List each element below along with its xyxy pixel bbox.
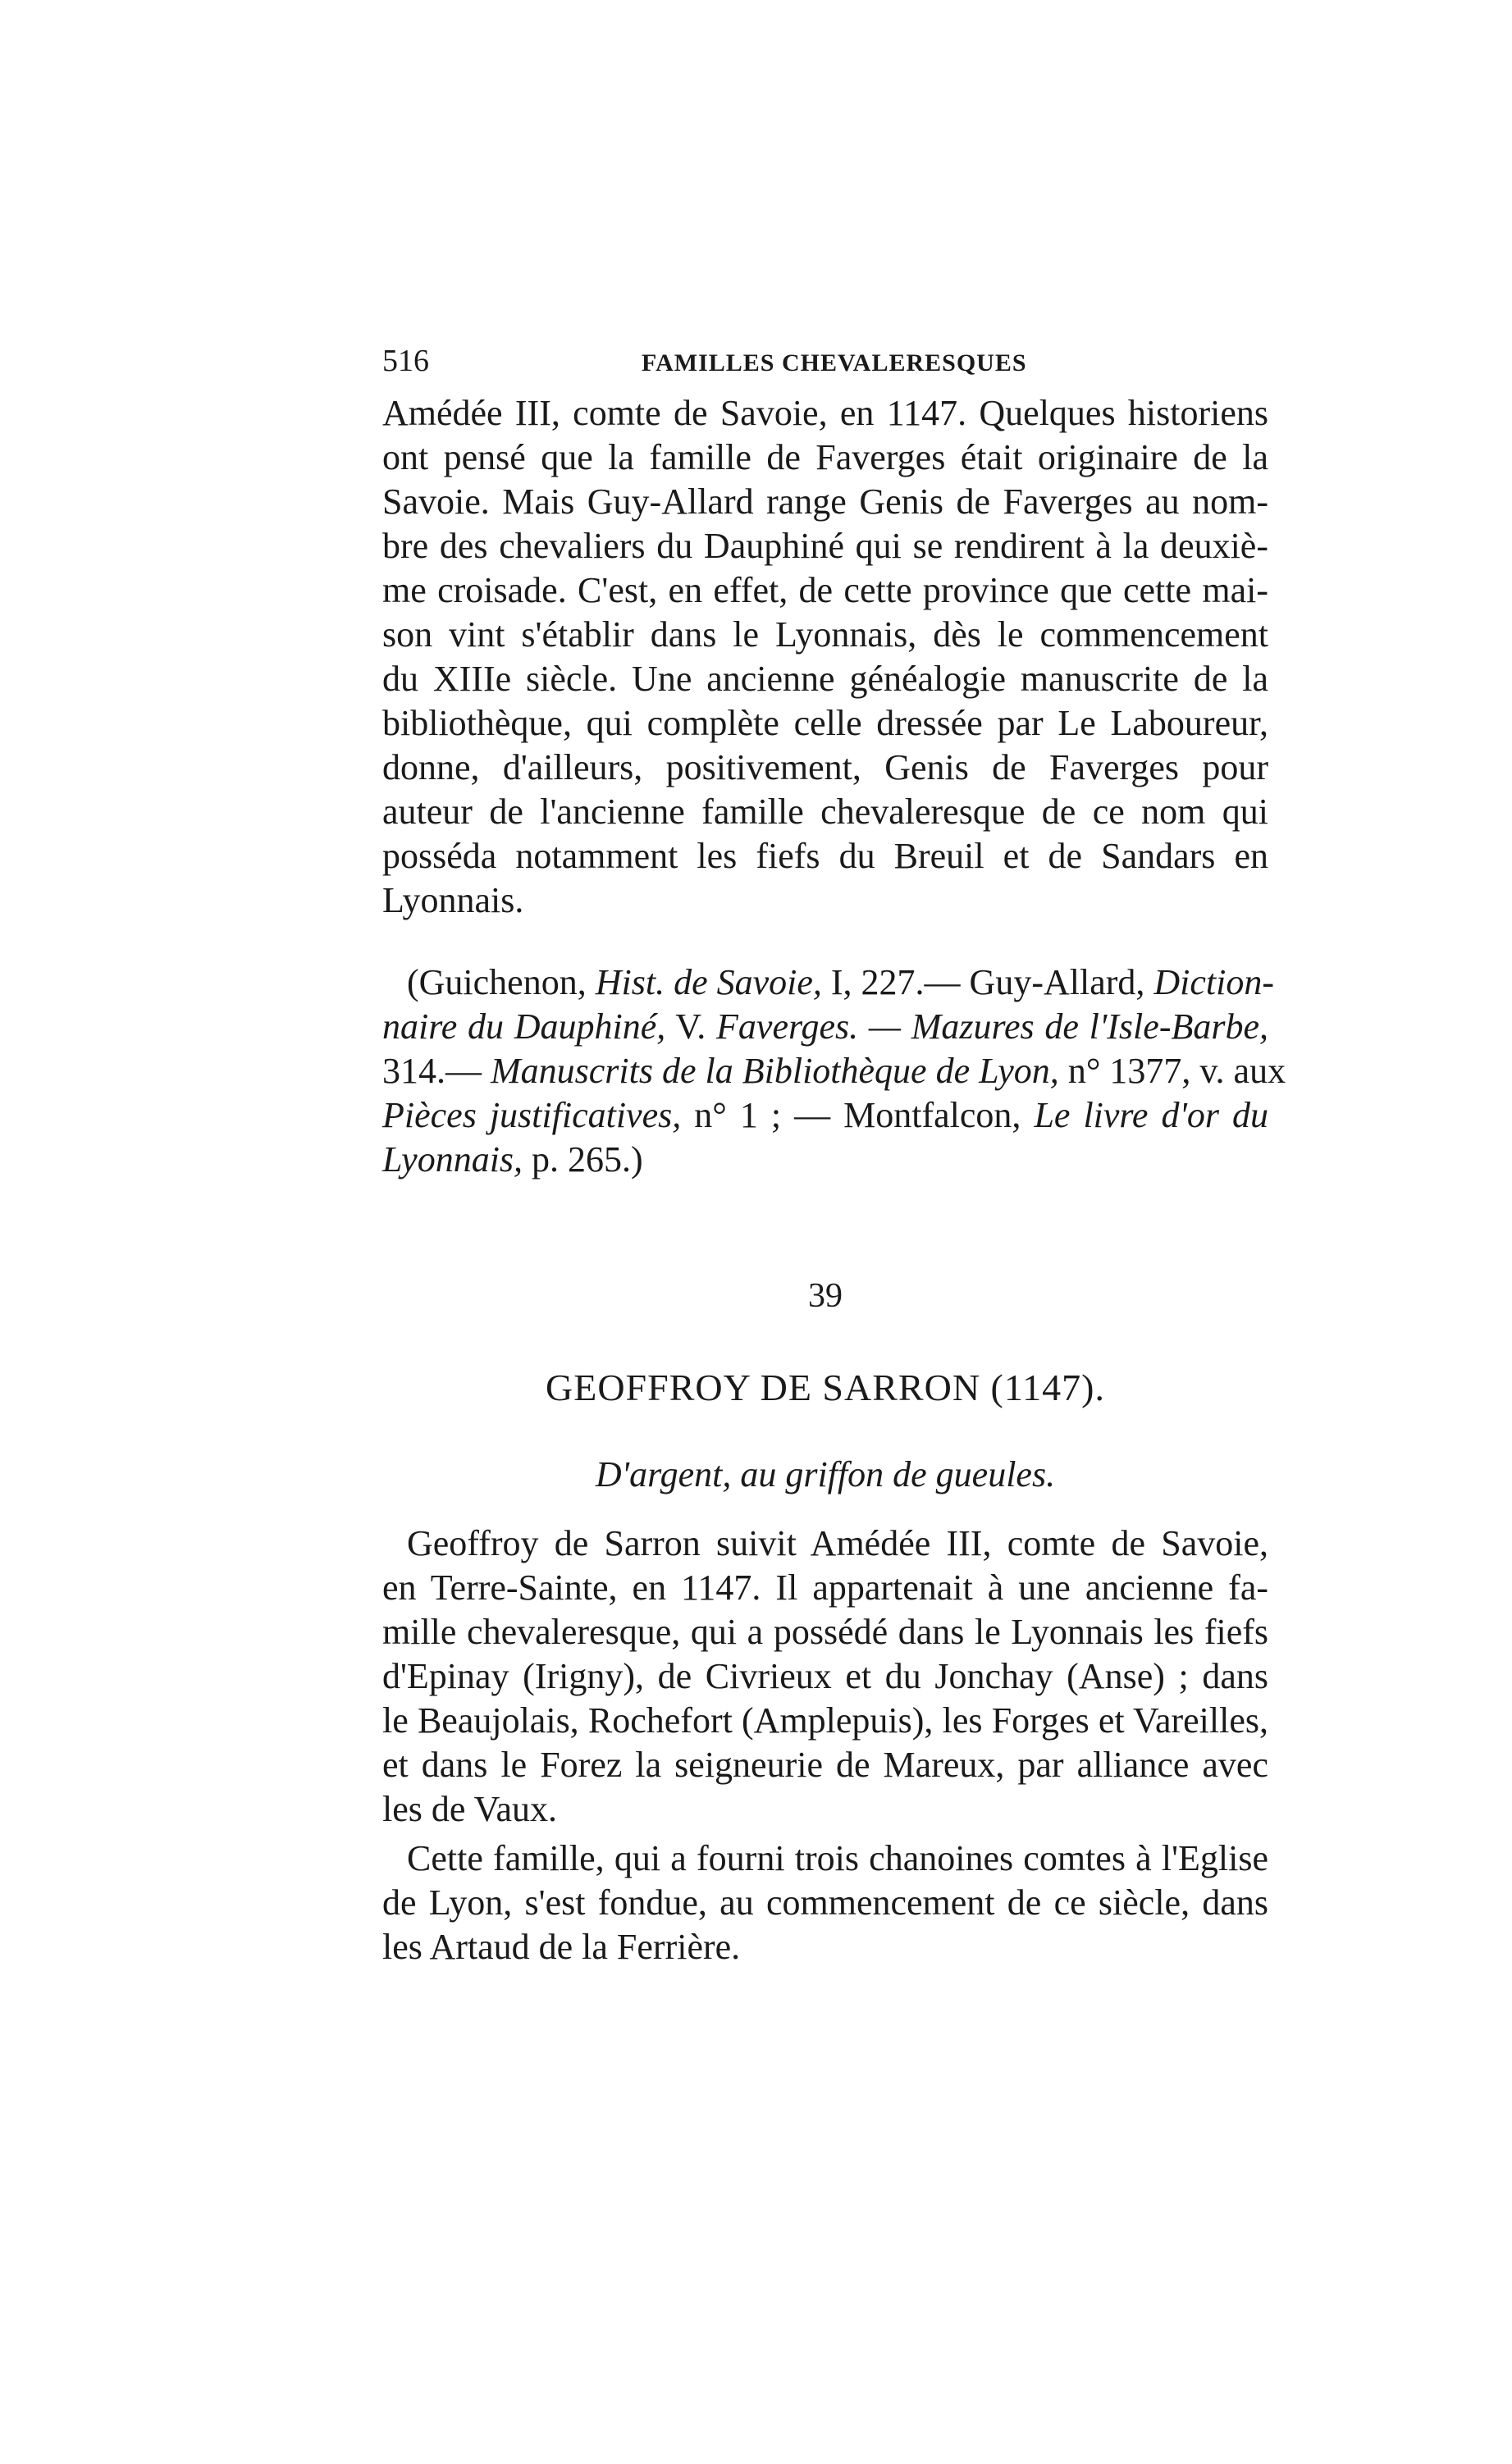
blazon: D'argent, au griffon de gueules. xyxy=(595,1454,1056,1494)
reference-line xyxy=(382,1006,1268,1048)
reference-line xyxy=(382,1050,1286,1093)
text-line: Amédée III, comte de Savoie, en 1147. Quelques historiens xyxy=(382,393,1268,433)
text-line: les Artaud de la Ferrière. xyxy=(382,1927,741,1967)
text-line: donne, d'ailleurs, positivement, Genis de Faverges pour xyxy=(382,747,1268,787)
reference-line xyxy=(382,1094,1268,1137)
text-line: en Terre-Sainte, en 1147. Il appartenait à une ancienne fa- xyxy=(382,1567,1268,1608)
reference-line xyxy=(407,961,1275,1004)
reference-title: Diction- xyxy=(1153,962,1275,1002)
reference-title: naire du Dauphiné, xyxy=(382,1006,666,1047)
reference-title: Hist. de Savoie, xyxy=(595,962,822,1002)
reference-text: I, 227.— Guy-Allard, xyxy=(821,962,1154,1002)
text-line: les de Vaux. xyxy=(382,1789,558,1829)
reference-title: Pièces justificatives, xyxy=(382,1095,682,1135)
article-title: GEOFFROY DE SARRON (1147). xyxy=(546,1367,1105,1408)
text-line: bibliothèque, qui complète celle dressée par Le Laboureur, xyxy=(382,703,1268,743)
text-line: Cette famille, qui a fourni trois chanoines comtes à l'Eglise xyxy=(407,1838,1268,1878)
text-line: Lyonnais. xyxy=(382,880,524,920)
reference-title: Faverges. — Mazures de l'Isle-Barbe, xyxy=(716,1006,1268,1047)
text-line: posséda notamment les fiefs du Breuil et de Sandars en xyxy=(382,836,1268,876)
reference-title: Manuscrits de la Bibliothèque de Lyon, xyxy=(491,1051,1059,1091)
text-line: bre des chevaliers du Dauphiné qui se rendirent à la deuxiè- xyxy=(382,526,1268,566)
text-line: ont pensé que la famille de Faverges était originaire de la xyxy=(382,437,1268,477)
text-line: me croisade. C'est, en effet, de cette province que cette mai- xyxy=(382,570,1268,610)
reference-text: n° 1377, v. aux xyxy=(1058,1051,1286,1091)
text-line: de Lyon, s'est fondue, au commencement de ce siècle, dans xyxy=(382,1882,1268,1923)
text-line: Savoie. Mais Guy-Allard range Genis de Faverges au nom- xyxy=(382,481,1268,522)
reference-text: V. xyxy=(665,1006,717,1047)
reference-title: Le livre d'or du xyxy=(1034,1095,1269,1135)
reference-text: n° 1 ; — Montfalcon, xyxy=(681,1095,1035,1135)
text-line: Geoffroy de Sarron suivit Amédée III, comte de Savoie, xyxy=(407,1523,1268,1563)
reference-text: (Guichenon, xyxy=(407,962,596,1002)
text-line: auteur de l'ancienne famille chevaleresque de ce nom qui xyxy=(382,792,1268,832)
text-line: du XIIIe siècle. Une ancienne généalogie manuscrite de la xyxy=(382,659,1268,699)
reference-title: Lyonnais, xyxy=(382,1139,523,1180)
text-line: et dans le Forez la seigneurie de Mareux, par alliance avec xyxy=(382,1745,1268,1785)
page-number: 516 xyxy=(382,344,429,378)
text-line: son vint s'établir dans le Lyonnais, dès le commencement xyxy=(382,614,1268,655)
reference-text: p. 265.) xyxy=(523,1139,643,1180)
reference-text: 314.— xyxy=(382,1051,491,1091)
running-head: FAMILLES CHEVALERESQUES xyxy=(642,349,1027,376)
text-line: d'Epinay (Irigny), de Civrieux et du Jonchay (Anse) ; dans xyxy=(382,1656,1268,1696)
article-number: 39 xyxy=(808,1277,843,1315)
reference-line xyxy=(382,1138,1268,1181)
page-header xyxy=(382,343,1268,389)
text-line: mille chevaleresque, qui a possédé dans le Lyonnais les fiefs xyxy=(382,1612,1268,1652)
text-line: le Beaujolais, Rochefort (Amplepuis), les Forges et Vareilles, xyxy=(382,1700,1268,1741)
